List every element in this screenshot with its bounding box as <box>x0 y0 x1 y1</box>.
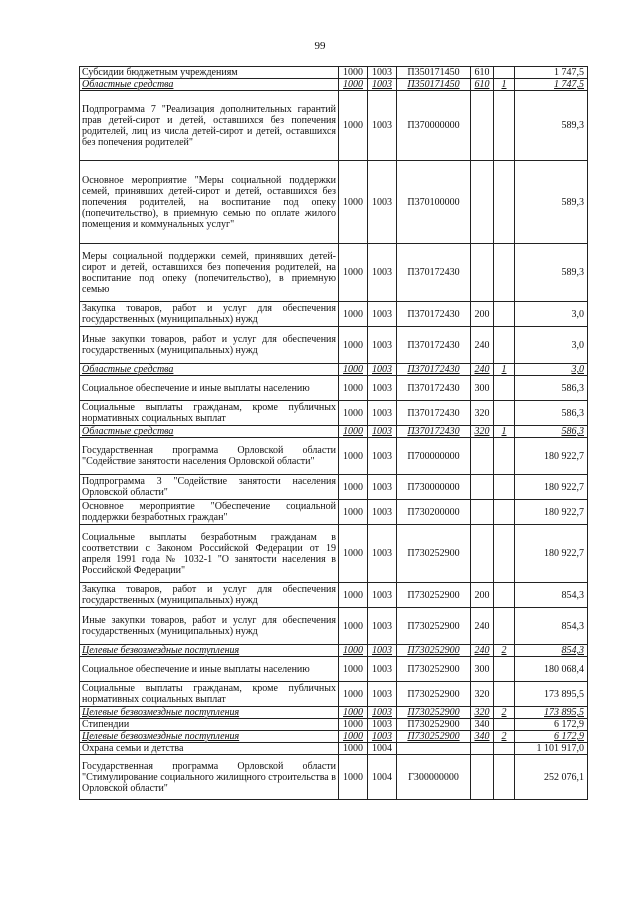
budget-row <box>80 743 588 755</box>
amount-cell: 3,0 <box>515 364 588 376</box>
expense-type-cell <box>471 438 494 475</box>
subsection-code-cell: 1003 <box>368 731 397 743</box>
expense-type-cell: 240 <box>471 645 494 657</box>
section-code-cell: 1000 <box>339 244 368 302</box>
target-article-cell: П730252900 <box>397 731 471 743</box>
expense-type-cell <box>471 244 494 302</box>
funding-source-cell <box>494 302 515 327</box>
section-code-cell: 1000 <box>339 376 368 401</box>
expense-type-cell <box>471 161 494 244</box>
funding-source-cell <box>494 583 515 608</box>
expense-type-cell: 340 <box>471 719 494 731</box>
funding-source-cell <box>494 500 515 525</box>
amount-cell: 180 068,4 <box>515 657 588 682</box>
funding-source-row <box>80 731 588 743</box>
funding-source-cell <box>494 376 515 401</box>
subsection-code-cell: 1003 <box>368 608 397 645</box>
amount-cell: 252 076,1 <box>515 755 588 800</box>
row-name-cell: Областные средства <box>80 426 339 438</box>
budget-row <box>80 608 588 645</box>
expense-type-cell: 610 <box>471 79 494 91</box>
subsection-code-cell: 1003 <box>368 376 397 401</box>
funding-source-cell: 2 <box>494 731 515 743</box>
subsection-code-cell: 1003 <box>368 707 397 719</box>
expense-type-cell: 300 <box>471 376 494 401</box>
funding-source-cell <box>494 525 515 583</box>
amount-cell: 586,3 <box>515 376 588 401</box>
budget-row <box>80 755 588 800</box>
section-code-cell: 1000 <box>339 657 368 682</box>
amount-cell: 180 922,7 <box>515 525 588 583</box>
target-article-cell: П730252900 <box>397 583 471 608</box>
target-article-cell: П730252900 <box>397 525 471 583</box>
section-code-cell: 1000 <box>339 327 368 364</box>
subsection-code-cell: 1003 <box>368 161 397 244</box>
target-article-cell: Г300000000 <box>397 755 471 800</box>
funding-source-cell <box>494 743 515 755</box>
funding-source-cell <box>494 67 515 79</box>
subsection-code-cell: 1003 <box>368 67 397 79</box>
row-name-cell: Целевые безвозмездные поступления <box>80 645 339 657</box>
section-code-cell: 1000 <box>339 302 368 327</box>
row-name-cell: Государственная программа Орловской области "Стимулирование социального жилищного строительства в Орловской области" <box>80 755 339 800</box>
amount-cell: 173 895,5 <box>515 682 588 707</box>
amount-cell: 1 747,5 <box>515 67 588 79</box>
amount-cell: 1 101 917,0 <box>515 743 588 755</box>
budget-row <box>80 500 588 525</box>
expense-type-cell: 240 <box>471 608 494 645</box>
target-article-cell: П730252900 <box>397 719 471 731</box>
expense-type-cell: 320 <box>471 682 494 707</box>
subsection-code-cell: 1003 <box>368 79 397 91</box>
funding-source-row <box>80 79 588 91</box>
funding-source-cell <box>494 438 515 475</box>
funding-source-cell <box>494 401 515 426</box>
amount-cell: 6 172,9 <box>515 731 588 743</box>
row-name-cell: Социальное обеспечение и иные выплаты населению <box>80 376 339 401</box>
target-article-cell: П730252900 <box>397 608 471 645</box>
funding-source-cell <box>494 719 515 731</box>
budget-row <box>80 244 588 302</box>
budget-table-body <box>80 67 588 800</box>
expense-type-cell: 200 <box>471 583 494 608</box>
expense-type-cell <box>471 91 494 161</box>
row-name-cell: Подпрограмма 7 "Реализация дополнительных гарантий прав детей-сирот и детей, оставшихся без попечения родителей, лиц из числа детей-сирот и детей, оставшихся без попечения родителей" <box>80 91 339 161</box>
expense-type-cell <box>471 475 494 500</box>
budget-row <box>80 91 588 161</box>
budget-row <box>80 525 588 583</box>
budget-row <box>80 161 588 244</box>
budget-row <box>80 376 588 401</box>
funding-source-cell: 2 <box>494 645 515 657</box>
amount-cell: 6 172,9 <box>515 719 588 731</box>
funding-source-row <box>80 707 588 719</box>
target-article-cell: П730200000 <box>397 500 471 525</box>
subsection-code-cell: 1003 <box>368 244 397 302</box>
amount-cell: 586,3 <box>515 401 588 426</box>
budget-row <box>80 401 588 426</box>
budget-row <box>80 657 588 682</box>
target-article-cell: П370172430 <box>397 426 471 438</box>
subsection-code-cell: 1003 <box>368 327 397 364</box>
expense-type-cell: 200 <box>471 302 494 327</box>
expense-type-cell: 300 <box>471 657 494 682</box>
funding-source-cell <box>494 755 515 800</box>
target-article-cell: П350171450 <box>397 79 471 91</box>
expense-type-cell <box>471 525 494 583</box>
section-code-cell: 1000 <box>339 401 368 426</box>
row-name-cell: Основное мероприятие "Обеспечение социальной поддержки безработных граждан" <box>80 500 339 525</box>
row-name-cell: Государственная программа Орловской области "Содействие занятости населения Орловской области" <box>80 438 339 475</box>
budget-row <box>80 327 588 364</box>
amount-cell: 180 922,7 <box>515 500 588 525</box>
funding-source-cell <box>494 657 515 682</box>
target-article-cell: П700000000 <box>397 438 471 475</box>
section-code-cell: 1000 <box>339 438 368 475</box>
budget-row <box>80 719 588 731</box>
target-article-cell: П370100000 <box>397 161 471 244</box>
budget-row <box>80 682 588 707</box>
target-article-cell: П350171450 <box>397 67 471 79</box>
funding-source-cell <box>494 91 515 161</box>
subsection-code-cell: 1003 <box>368 475 397 500</box>
budget-row <box>80 583 588 608</box>
section-code-cell: 1000 <box>339 743 368 755</box>
section-code-cell: 1000 <box>339 161 368 244</box>
section-code-cell: 1000 <box>339 475 368 500</box>
target-article-cell: П370000000 <box>397 91 471 161</box>
row-name-cell: Целевые безвозмездные поступления <box>80 731 339 743</box>
row-name-cell: Меры социальной поддержки семей, принявших детей-сирот и детей, оставшихся без попечения родителей, на воспитание под опеку (попечительство), в приемную семью <box>80 244 339 302</box>
expense-type-cell: 340 <box>471 731 494 743</box>
funding-source-cell: 1 <box>494 364 515 376</box>
subsection-code-cell: 1003 <box>368 500 397 525</box>
row-name-cell: Социальные выплаты гражданам, кроме публичных нормативных социальных выплат <box>80 682 339 707</box>
target-article-cell: П370172430 <box>397 376 471 401</box>
section-code-cell: 1000 <box>339 731 368 743</box>
section-code-cell: 1000 <box>339 426 368 438</box>
amount-cell: 180 922,7 <box>515 475 588 500</box>
funding-source-cell <box>494 327 515 364</box>
expense-type-cell <box>471 743 494 755</box>
section-code-cell: 1000 <box>339 79 368 91</box>
section-code-cell: 1000 <box>339 583 368 608</box>
amount-cell: 854,3 <box>515 645 588 657</box>
expense-type-cell: 610 <box>471 67 494 79</box>
target-article-cell: П730252900 <box>397 682 471 707</box>
target-article-cell: П730252900 <box>397 645 471 657</box>
target-article-cell: П370172430 <box>397 401 471 426</box>
funding-source-row <box>80 426 588 438</box>
row-name-cell: Стипендии <box>80 719 339 731</box>
row-name-cell: Охрана семьи и детства <box>80 743 339 755</box>
expense-type-cell <box>471 500 494 525</box>
row-name-cell: Основное мероприятие "Меры социальной поддержки семей, принявших детей-сирот и детей, оставшихся без попечения родителей, на воспитание под опеку (попечительство), в приемную семью по оплате жилого помещения и коммунальных услуг" <box>80 161 339 244</box>
section-code-cell: 1000 <box>339 91 368 161</box>
expense-type-cell: 240 <box>471 327 494 364</box>
amount-cell: 586,3 <box>515 426 588 438</box>
subsection-code-cell: 1003 <box>368 302 397 327</box>
section-code-cell: 1000 <box>339 608 368 645</box>
row-name-cell: Целевые безвозмездные поступления <box>80 707 339 719</box>
row-name-cell: Иные закупки товаров, работ и услуг для обеспечения государственных (муниципальных) нужд <box>80 608 339 645</box>
expense-type-cell: 320 <box>471 426 494 438</box>
funding-source-cell: 1 <box>494 79 515 91</box>
subsection-code-cell: 1004 <box>368 755 397 800</box>
row-name-cell: Социальные выплаты безработным гражданам в соответствии с Законом Российской Федерации от 19 апреля 1991 года № 1032-1 "О занятости населения в Российской Федерации" <box>80 525 339 583</box>
section-code-cell: 1000 <box>339 645 368 657</box>
section-code-cell: 1000 <box>339 755 368 800</box>
row-name-cell: Закупка товаров, работ и услуг для обеспечения государственных (муниципальных) нужд <box>80 302 339 327</box>
target-article-cell: П730252900 <box>397 707 471 719</box>
expense-type-cell <box>471 755 494 800</box>
section-code-cell: 1000 <box>339 364 368 376</box>
target-article-cell: П370172430 <box>397 327 471 364</box>
target-article-cell: П370172430 <box>397 302 471 327</box>
amount-cell: 1 747,5 <box>515 79 588 91</box>
amount-cell: 589,3 <box>515 91 588 161</box>
funding-source-cell <box>494 161 515 244</box>
subsection-code-cell: 1003 <box>368 583 397 608</box>
target-article-cell: П370172430 <box>397 364 471 376</box>
amount-cell: 854,3 <box>515 583 588 608</box>
subsection-code-cell: 1003 <box>368 438 397 475</box>
subsection-code-cell: 1003 <box>368 91 397 161</box>
row-name-cell: Социальные выплаты гражданам, кроме публичных нормативных социальных выплат <box>80 401 339 426</box>
funding-source-row <box>80 645 588 657</box>
subsection-code-cell: 1003 <box>368 645 397 657</box>
target-article-cell: П370172430 <box>397 244 471 302</box>
budget-row <box>80 438 588 475</box>
budget-table <box>79 66 588 800</box>
amount-cell: 180 922,7 <box>515 438 588 475</box>
amount-cell: 173 895,5 <box>515 707 588 719</box>
subsection-code-cell: 1003 <box>368 364 397 376</box>
amount-cell: 589,3 <box>515 244 588 302</box>
funding-source-cell <box>494 244 515 302</box>
target-article-cell <box>397 743 471 755</box>
row-name-cell: Областные средства <box>80 79 339 91</box>
row-name-cell: Иные закупки товаров, работ и услуг для обеспечения государственных (муниципальных) нужд <box>80 327 339 364</box>
funding-source-cell: 2 <box>494 707 515 719</box>
section-code-cell: 1000 <box>339 67 368 79</box>
row-name-cell: Закупка товаров, работ и услуг для обеспечения государственных (муниципальных) нужд <box>80 583 339 608</box>
section-code-cell: 1000 <box>339 707 368 719</box>
target-article-cell: П730252900 <box>397 657 471 682</box>
funding-source-cell <box>494 608 515 645</box>
subsection-code-cell: 1003 <box>368 426 397 438</box>
expense-type-cell: 320 <box>471 401 494 426</box>
row-name-cell: Областные средства <box>80 364 339 376</box>
amount-cell: 854,3 <box>515 608 588 645</box>
expense-type-cell: 240 <box>471 364 494 376</box>
row-name-cell: Субсидии бюджетным учреждениям <box>80 67 339 79</box>
expense-type-cell: 320 <box>471 707 494 719</box>
section-code-cell: 1000 <box>339 525 368 583</box>
budget-row <box>80 475 588 500</box>
funding-source-cell: 1 <box>494 426 515 438</box>
amount-cell: 589,3 <box>515 161 588 244</box>
subsection-code-cell: 1003 <box>368 657 397 682</box>
funding-source-cell <box>494 475 515 500</box>
subsection-code-cell: 1004 <box>368 743 397 755</box>
target-article-cell: П730000000 <box>397 475 471 500</box>
funding-source-row <box>80 364 588 376</box>
amount-cell: 3,0 <box>515 302 588 327</box>
amount-cell: 3,0 <box>515 327 588 364</box>
page-number: 99 <box>314 40 326 52</box>
subsection-code-cell: 1003 <box>368 719 397 731</box>
section-code-cell: 1000 <box>339 500 368 525</box>
subsection-code-cell: 1003 <box>368 682 397 707</box>
section-code-cell: 1000 <box>339 682 368 707</box>
row-name-cell: Социальное обеспечение и иные выплаты населению <box>80 657 339 682</box>
row-name-cell: Подпрограмма 3 "Содействие занятости населения Орловской области" <box>80 475 339 500</box>
budget-row <box>80 67 588 79</box>
funding-source-cell <box>494 682 515 707</box>
subsection-code-cell: 1003 <box>368 401 397 426</box>
subsection-code-cell: 1003 <box>368 525 397 583</box>
section-code-cell: 1000 <box>339 719 368 731</box>
budget-row <box>80 302 588 327</box>
